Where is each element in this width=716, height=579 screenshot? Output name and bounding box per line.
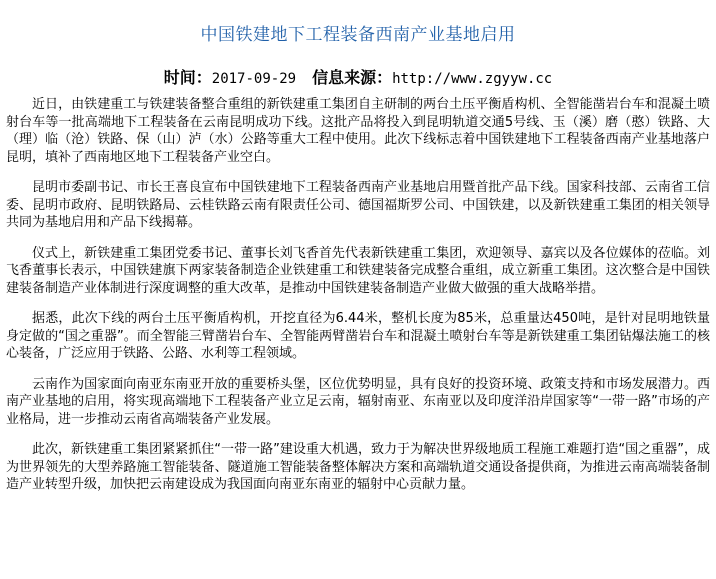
source-label: 信息来源： (312, 68, 393, 87)
paragraph: 仪式上，新铁建重工集团党委书记、董事长刘飞香首先代表新铁建重工集团，欢迎领导、嘉宾以及各位媒体的莅临。刘飞香董事长表示，中国铁建旗下两家装备制造企业铁建重工和铁建装备完成整合重组，成立新重工集团。这次整合是中国铁建装备制造产业体制进行深度调整的重大改革，是推动中国铁建装备制造产业做大做强的重大战略举措。 (6, 245, 710, 296)
paragraph: 据悉，此次下线的两台土压平衡盾构机，开挖直径为6.44米，整机长度为85米，总重量达450吨，是针对昆明地铁量身定做的“国之重器”。而全智能三臂凿岩台车、全智能两臂凿岩台车和混凝土喷射台车等是新铁建重工集团钻爆法施工的核心装备，广泛应用于铁路、公路、水利等工程领域。 (6, 311, 710, 361)
paragraph: 此次，新铁建重工集团紧紧抓住“一带一路”建设重大机遇，致力于为解决世界级地质工程施工难题打造“国之重器”，成为世界领先的大型养路施工智能装备、隧道施工智能装备整体解决方案和高端轨道交通设备提供商，为推进云南高端装备制造产业转型升级，加快把云南建设成为我国面向南亚东南亚的辐射中心贡献力量。 (6, 442, 710, 492)
time-value: 2017-09-29 (211, 71, 297, 87)
time-label: 时间： (163, 68, 212, 87)
paragraph: 近日，由铁建重工与铁建装备整合重组的新铁建重工集团自主研制的两台土压平衡盾构机、全智能凿岩台车和混凝土喷射台车等一批高端地下工程装备在云南昆明成功下线。这批产品将投入到昆明轨道交通5号线、玉（溪）磨（憨）铁路、大（理）临（沧）铁路、保（山）泸（水）公路等重大工程中使用。此次下线标志着中国铁建地下工程装备西南产业基地落户昆明，填补了西南地区地下工程装备产业空白。 (6, 97, 710, 165)
article-body (6, 96, 710, 494)
article-title: 中国铁建地下工程装备西南产业基地启用 (200, 25, 516, 45)
article-meta (6, 64, 710, 92)
paragraph: 云南作为国家面向南亚东南亚开放的重要桥头堡，区位优势明显，具有良好的投资环境、政策支持和市场发展潜力。西南产业基地的启用，将实现高端地下工程装备产业立足云南，辐射南亚、东南亚以及印度洋沿岸国家等“一带一路”市场的产业格局，进一步推动云南省高端装备产业发展。 (6, 376, 710, 427)
paragraph: 昆明市委副书记、市长王喜良宣布中国铁建地下工程装备西南产业基地启用暨首批产品下线。国家科技部、云南省工信委、昆明市政府、昆明铁路局、云桂铁路云南有限责任公司、德国福斯罗公司、中国铁建，以及新铁建重工集团的相关领导共同为基地启用和产品下线揭幕。 (6, 180, 710, 230)
source-value: http://www.zgyyw.cc (392, 71, 553, 87)
